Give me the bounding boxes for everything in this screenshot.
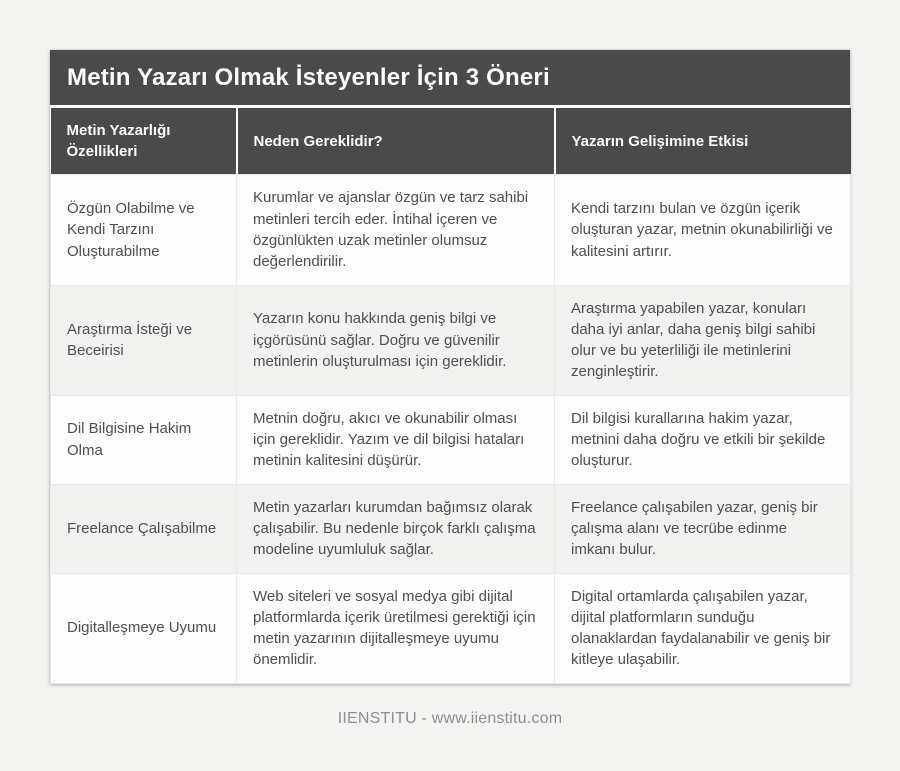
- column-header-features: Metin Yazarlığı Özellikleri: [51, 108, 237, 175]
- cell-feature: Freelance Çalışabilme: [51, 484, 237, 573]
- table-header-row: [51, 108, 851, 175]
- table-row: [51, 285, 851, 395]
- cell-feature: Özgün Olabilme ve Kendi Tarzını Oluşturabilme: [51, 175, 237, 285]
- table-card: [50, 50, 850, 684]
- cell-why: Web siteleri ve sosyal medya gibi dijital platformlarda içerik üretilmesi gerektiği için metin yazarının dijitalleşmeye uyumu önemlidir.: [237, 573, 555, 683]
- footer-credit: IIENSTITU - www.iienstitu.com: [337, 709, 563, 727]
- table-row: [51, 573, 851, 683]
- table-row: [51, 395, 851, 484]
- cell-effect: Digital ortamlarda çalışabilen yazar, dijital platformların sunduğu olanaklardan faydalanabilir ve geniş bir kitleye ulaşabilir.: [555, 573, 851, 683]
- cell-why: Yazarın konu hakkında geniş bilgi ve içgörüsünü sağlar. Doğru ve güvenilir metinlerin oluşturulması için gereklidir.: [237, 285, 555, 395]
- cell-why: Metin yazarları kurumdan bağımsız olarak çalışabilir. Bu nedenle birçok farklı çalışma modeline uyumluluk sağlar.: [237, 484, 555, 573]
- cell-feature: Araştırma İsteği ve Beceirisi: [51, 285, 237, 395]
- cell-effect: Freelance çalışabilen yazar, geniş bir çalışma alanı ve tecrübe edinme imkanı bulur.: [555, 484, 851, 573]
- cell-effect: Araştırma yapabilen yazar, konuları daha iyi anlar, daha geniş bilgi sahibi olur ve bu yeterliliği ile metinlerini zenginleştirir.: [555, 285, 851, 395]
- column-header-effect: Yazarın Gelişimine Etkisi: [555, 108, 851, 175]
- column-header-why: Neden Gereklidir?: [237, 108, 555, 175]
- table-row: [51, 175, 851, 285]
- page-title: Metin Yazarı Olmak İsteyenler İçin 3 Öneri: [67, 64, 550, 91]
- cell-effect: Kendi tarzını bulan ve özgün içerik oluşturan yazar, metnin okunabilirliği ve kalitesini artırır.: [555, 175, 851, 285]
- cell-feature: Digitalleşmeye Uyumu: [51, 573, 237, 683]
- title-bar: [50, 50, 850, 108]
- cell-why: Kurumlar ve ajanslar özgün ve tarz sahibi metinleri tercih eder. İntihal içeren ve özgünlükten uzak metinler olumsuz değerlendirilir.: [237, 175, 555, 285]
- cell-effect: Dil bilgisi kurallarına hakim yazar, metnini daha doğru ve etkili bir şekilde oluşturur.: [555, 395, 851, 484]
- cell-why: Metnin doğru, akıcı ve okunabilir olması için gereklidir. Yazım ve dil bilgisi hataları metinin kalitesini düşürür.: [237, 395, 555, 484]
- cell-feature: Dil Bilgisine Hakim Olma: [51, 395, 237, 484]
- content-table: [50, 108, 851, 683]
- table-row: [51, 484, 851, 573]
